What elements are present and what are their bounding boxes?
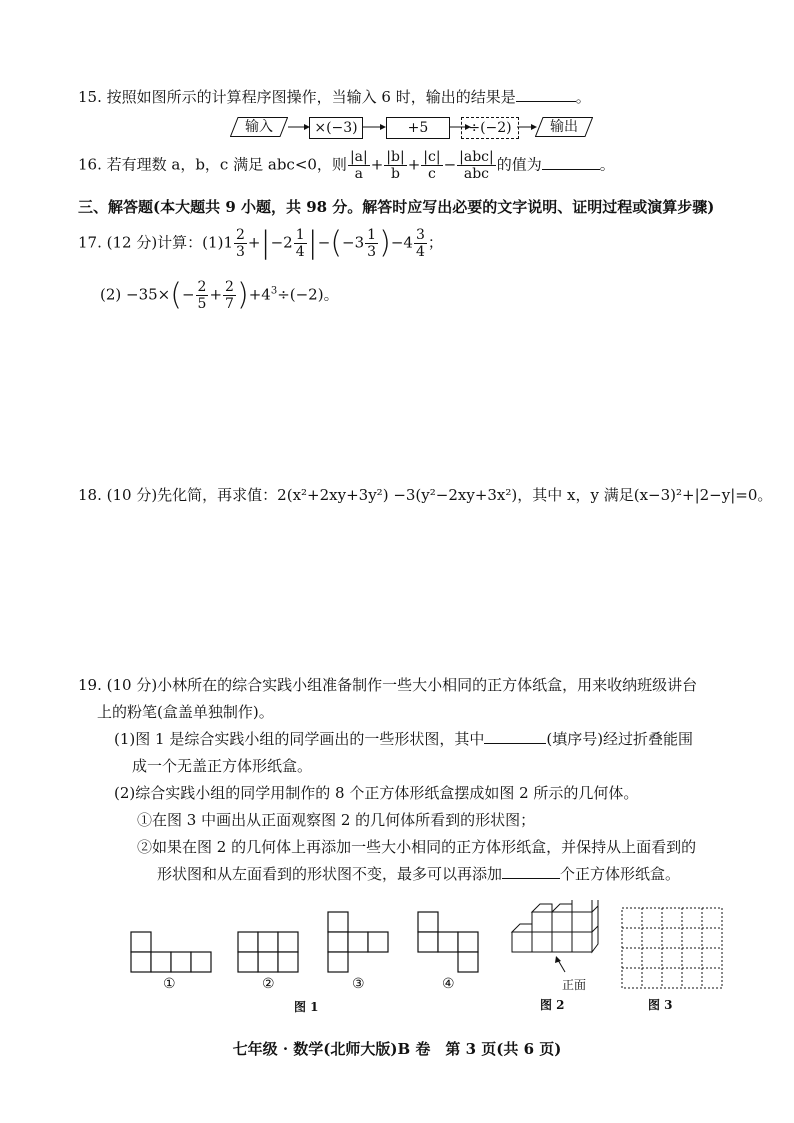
label-3: ③ <box>352 976 365 992</box>
flow-input-label: 输入 <box>245 119 273 135</box>
question-19-part-1: (1)图 1 是综合实践小组的同学画出的一些形状图，其中 (填序号)经过折叠能围 <box>114 730 694 748</box>
question-19-part-1-cont: 成一个无盖正方体形纸盒。 <box>132 757 313 775</box>
abs-bar-left: | <box>260 225 271 261</box>
net-3 <box>328 912 388 972</box>
question-19-line-1: 19. (10 分)小林所在的综合实践小组准备制作一些大小相同的正方体纸盒，用来收纳班级讲台 <box>78 676 698 694</box>
flow-step-1: ×(−3) <box>309 117 363 139</box>
question-19-sub-2: ②如果在图 2 的几何体上再添加一些大小相同的正方体形纸盒，并保持从上面看到的 <box>137 838 697 856</box>
arrow-right-icon <box>362 121 386 133</box>
q15-text: 15. 按照如图所示的计算程序图操作，当输入 6 时，输出的结果是 <box>78 88 516 106</box>
q16-frac-c: $\frac{|c|}{c}$ <box>423 149 441 182</box>
figure-2-caption: 图 2 <box>540 998 565 1012</box>
question-19-part-2: (2)综合实践小组的同学用制作的 8 个正方体形纸盒摆成如图 2 所示的几何体。 <box>114 784 639 802</box>
paren-left: ( <box>330 225 343 261</box>
q16-frac-b: $\frac{|b|}{b}$ <box>386 149 405 182</box>
abs-bar-right: | <box>307 225 318 261</box>
paren-right: ) <box>379 225 391 261</box>
flow-output-label: 输出 <box>550 119 578 135</box>
net-1 <box>131 932 211 972</box>
flow-step-3: ÷(−2) <box>461 117 519 139</box>
front-label: 正面 <box>562 978 587 992</box>
mixed-frac: $\frac{1}{4}$ <box>295 227 305 260</box>
dashed-grid <box>622 908 722 988</box>
question-19-sub-1: ①在图 3 中画出从正面观察图 2 的几何体所看到的形状图； <box>137 811 536 829</box>
question-19-sub-2-cont: 形状图和从左面看到的形状图不变，最多可以再添加 个正方体形纸盒。 <box>157 865 681 883</box>
question-17-part-2: (2) −35×(− $\frac{2}{5}$ + $\frac{2}{7}$ )$+4^3\div(-2)$。 <box>100 277 339 313</box>
mixed-frac: $\frac{2}{3}$ <box>235 227 245 260</box>
cube-stack <box>512 900 598 952</box>
front-arrow-icon <box>555 956 565 972</box>
paren-right: ) <box>236 277 249 313</box>
figures-area <box>0 900 794 1030</box>
page-footer: 七年级 · 数学(北师大版)B 卷 第 3 页(共 6 页) <box>232 1040 562 1058</box>
label-1: ① <box>163 976 176 992</box>
label-4: ④ <box>442 976 455 992</box>
net-2 <box>238 932 298 972</box>
question-19-line-2: 上的粉笔(盒盖单独制作)。 <box>97 703 274 721</box>
figure-3-caption: 图 3 <box>648 998 673 1012</box>
section-3-heading: 三、解答题(本大题共 9 小题，共 98 分。解答时应写出必要的文字说明、证明过程或演算步骤) <box>78 198 715 216</box>
arrow-right-icon <box>517 121 537 133</box>
q16-period: 。 <box>599 155 615 174</box>
question-18: 18. (10 分)先化简，再求值：2(x²+2xy+3y²) −3(y²−2xy+3x²)，其中 x，y 满足(x−3)²+|2−y|=0。 <box>78 486 773 504</box>
flow-input <box>230 117 288 137</box>
q19-sub2-blank[interactable] <box>502 878 560 879</box>
net-4 <box>418 912 478 972</box>
q17-prefix: 17. (12 分)计算：(1) <box>78 233 224 252</box>
figure-1-caption: 图 1 <box>294 1000 319 1014</box>
flow-step-2: +5 <box>386 117 450 139</box>
question-16: 16. 若有理数 a，b，c 满足 abc<0，则 $\frac{|a|}{a}$ + $\frac{|b|}{b}$ + $\frac{|c|}{c}$ − $\frac{\text{|abc|}}{\text{abc}}$ 的值为 。 <box>78 149 615 182</box>
q16-answer-blank[interactable] <box>542 169 600 170</box>
q16-frac-abc: $\frac{\text{|abc|}}{\text{abc}}$ <box>459 149 494 182</box>
question-17-part-1: 17. (12 分)计算：(1)1 $\frac{2}{3}$ +|−2 $\frac{1}{4}$ |−(−3 $\frac{1}{3}$ )−4 $\frac{3}{4}$ ； <box>78 225 443 261</box>
flow-output <box>535 117 593 137</box>
q16-text: 16. 若有理数 a，b，c 满足 abc<0，则 <box>78 155 347 174</box>
q15-period: 。 <box>575 88 591 106</box>
mixed-frac: $\frac{3}{4}$ <box>415 227 425 260</box>
q19-part1-blank[interactable] <box>484 743 546 744</box>
question-15 <box>78 88 591 107</box>
q16-frac-a: $\frac{|a|}{a}$ <box>349 149 368 182</box>
paren-left: ( <box>170 277 182 313</box>
mixed-frac: $\frac{1}{3}$ <box>367 227 377 260</box>
label-2: ② <box>262 976 275 992</box>
q15-answer-blank[interactable] <box>516 101 576 102</box>
arrow-right-icon <box>288 121 310 133</box>
q16-text-after: 的值为 <box>496 155 542 174</box>
